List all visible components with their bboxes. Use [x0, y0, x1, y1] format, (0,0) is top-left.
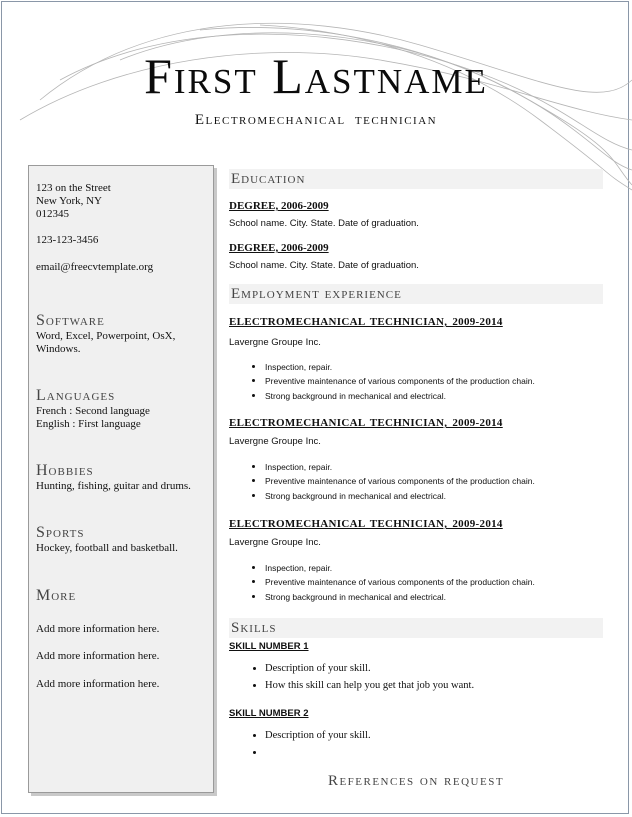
contact-email: email@freecvtemplate.org [36, 261, 154, 273]
language-line: French : Second language [36, 405, 150, 417]
list-item: • How this skill can help you get that job you want. [265, 677, 474, 694]
contact-zip: 012345 [36, 208, 69, 220]
degree-title: DEGREE, 2006-2009 [229, 200, 329, 212]
job-title-subtitle: Electromechanical technician [194, 112, 438, 128]
list-item: • Preventive maintenance of various components of the production chain. [265, 575, 535, 589]
job-bullets [248, 360, 535, 403]
language-line: English : First language [36, 418, 141, 430]
software-line: Word, Excel, Powerpoint, OsX, [36, 330, 176, 342]
languages-heading: Languages [36, 387, 116, 404]
hobbies-text: Hunting, fishing, guitar and drums. [36, 480, 191, 492]
list-item: • Preventive maintenance of various components of the production chain. [265, 474, 535, 488]
sports-heading: Sports [36, 524, 85, 541]
candidate-name: First Lastname [144, 48, 488, 104]
sports-text: Hockey, football and basketball. [36, 542, 178, 554]
skill-title: SKILL NUMBER 1 [229, 641, 309, 652]
more-item: Add more information here. [36, 623, 160, 635]
skill-title: SKILL NUMBER 2 [229, 708, 309, 719]
more-item: Add more information here. [36, 678, 160, 690]
list-item: • Description of your skill. [265, 727, 371, 744]
job-title: ELECTROMECHANICAL TECHNICIAN, 2009-2014 [229, 316, 503, 328]
degree-details: School name. City. State. Date of graduation. [229, 218, 419, 229]
contact-street: 123 on the Street [36, 182, 111, 194]
job-bullets [248, 460, 535, 503]
employment-heading: Employment experience [229, 284, 603, 304]
company-name: Lavergne Groupe Inc. [229, 337, 321, 348]
contact-phone: 123-123-3456 [36, 234, 99, 246]
education-heading: Education [229, 169, 603, 189]
skill-list [248, 727, 371, 761]
references-note: References on request [327, 773, 505, 789]
company-name: Lavergne Groupe Inc. [229, 436, 321, 447]
list-item: • Strong background in mechanical and electrical. [265, 389, 535, 403]
list-item: • Strong background in mechanical and electrical. [265, 590, 535, 604]
skills-heading: Skills [229, 618, 603, 638]
list-item: • Inspection, repair. [265, 460, 535, 474]
list-item [265, 744, 371, 761]
job-bullets [248, 561, 535, 604]
degree-title: DEGREE, 2006-2009 [229, 242, 329, 254]
skill-list [248, 660, 474, 694]
more-item: Add more information here. [36, 650, 160, 662]
software-line: Windows. [36, 343, 81, 355]
list-item: • Strong background in mechanical and electrical. [265, 489, 535, 503]
list-item: • Description of your skill. [265, 660, 474, 677]
list-item: • Preventive maintenance of various components of the production chain. [265, 374, 535, 388]
degree-details: School name. City. State. Date of graduation. [229, 260, 419, 271]
more-heading: More [36, 587, 77, 604]
list-item: • Inspection, repair. [265, 561, 535, 575]
list-item: • Inspection, repair. [265, 360, 535, 374]
software-heading: Software [36, 312, 105, 329]
company-name: Lavergne Groupe Inc. [229, 537, 321, 548]
contact-city: New York, NY [36, 195, 103, 207]
hobbies-heading: Hobbies [36, 462, 94, 479]
job-title: ELECTROMECHANICAL TECHNICIAN, 2009-2014 [229, 417, 503, 429]
job-title: ELECTROMECHANICAL TECHNICIAN, 2009-2014 [229, 518, 503, 530]
